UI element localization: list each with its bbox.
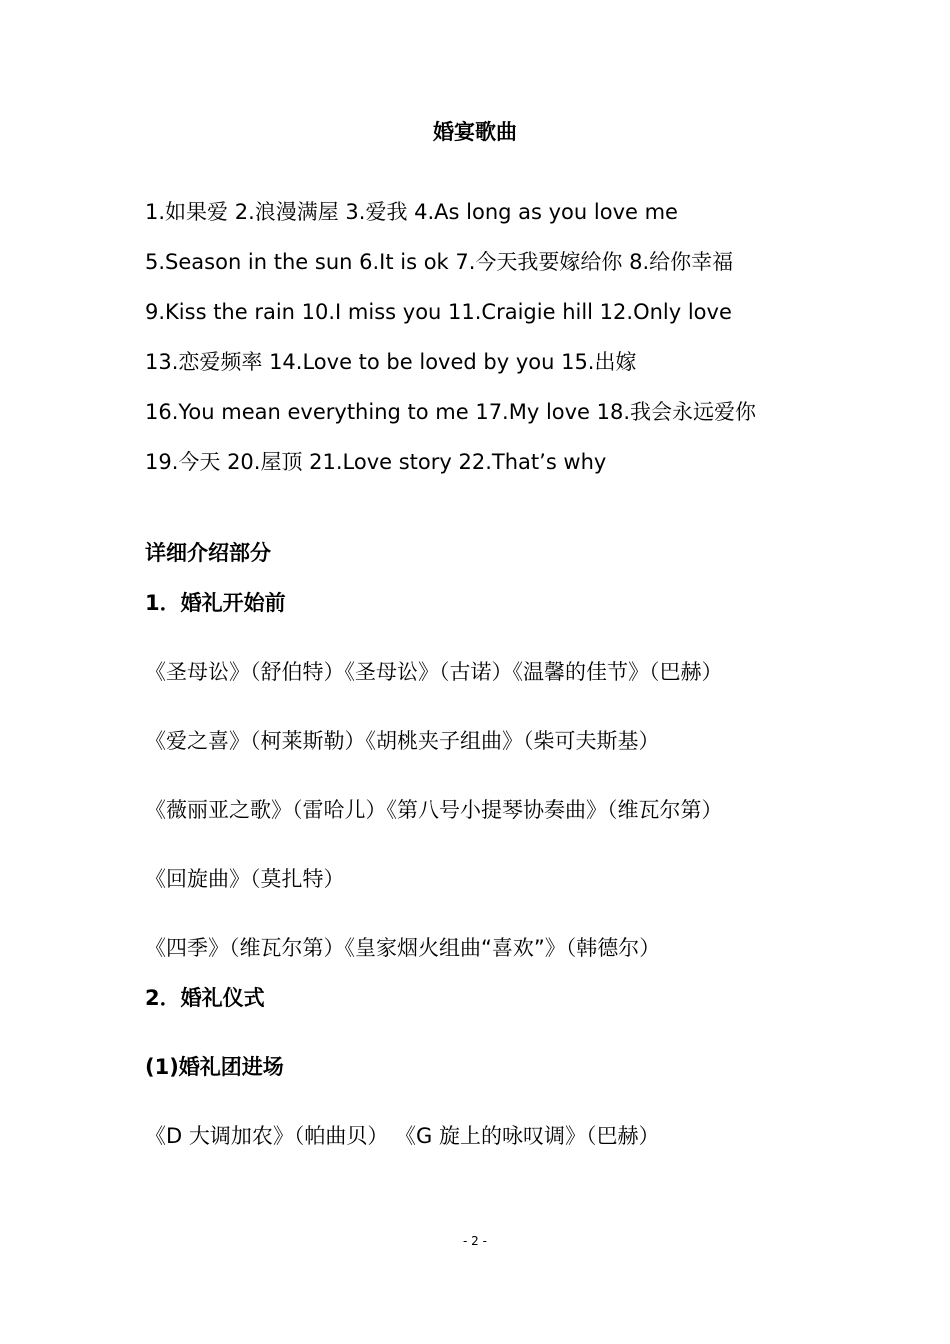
- music-works-line: 《四季》（维瓦尔第）《皇家烟火组曲“喜欢”》（韩德尔）: [145, 936, 661, 960]
- song-line: 16.You mean everything to me 17.My love 18.我会永远爱你: [145, 400, 757, 424]
- song-line: 1.如果爱 2.浪漫满屋 3.爱我 4.As long as you love me: [145, 200, 678, 224]
- song-line: 13.恋爱频率 14.Love to be loved by you 15.出嫁: [145, 350, 637, 374]
- detail-heading: 详细介绍部分: [145, 541, 271, 565]
- subsection-heading-procession: (1)婚礼团进场: [145, 1055, 284, 1079]
- section-heading-before-wedding: 1．婚礼开始前: [145, 591, 286, 615]
- song-line: 5.Season in the sun 6.It is ok 7.今天我要嫁给你 8.给你幸福: [145, 250, 734, 274]
- page-title: 婚宴歌曲: [433, 120, 517, 144]
- song-line: 9.Kiss the rain 10.I miss you 11.Craigie hill 12.Only love: [145, 300, 732, 324]
- music-works-line: 《爱之喜》（柯莱斯勒）《胡桃夹子组曲》（柴可夫斯基）: [145, 729, 660, 753]
- song-list: [145, 187, 905, 487]
- page-number: - 2 -: [463, 1234, 487, 1248]
- music-works-line: 《薇丽亚之歌》（雷哈儿）《第八号小提琴协奏曲》（维瓦尔第）: [145, 798, 723, 822]
- section-heading-ceremony: 2．婚礼仪式: [145, 986, 265, 1010]
- music-works-line: 《回旋曲》（莫扎特）: [145, 867, 345, 891]
- music-works-line: 《圣母讼》（舒伯特）《圣母讼》（古诺）《温馨的佳节》（巴赫）: [145, 660, 723, 684]
- song-line: 19.今天 20.屋顶 21.Love story 22.That’s why: [145, 450, 607, 474]
- music-works-line: 《D 大调加农》（帕曲贝） 《G 旋上的咏叹调》（巴赫）: [145, 1124, 660, 1148]
